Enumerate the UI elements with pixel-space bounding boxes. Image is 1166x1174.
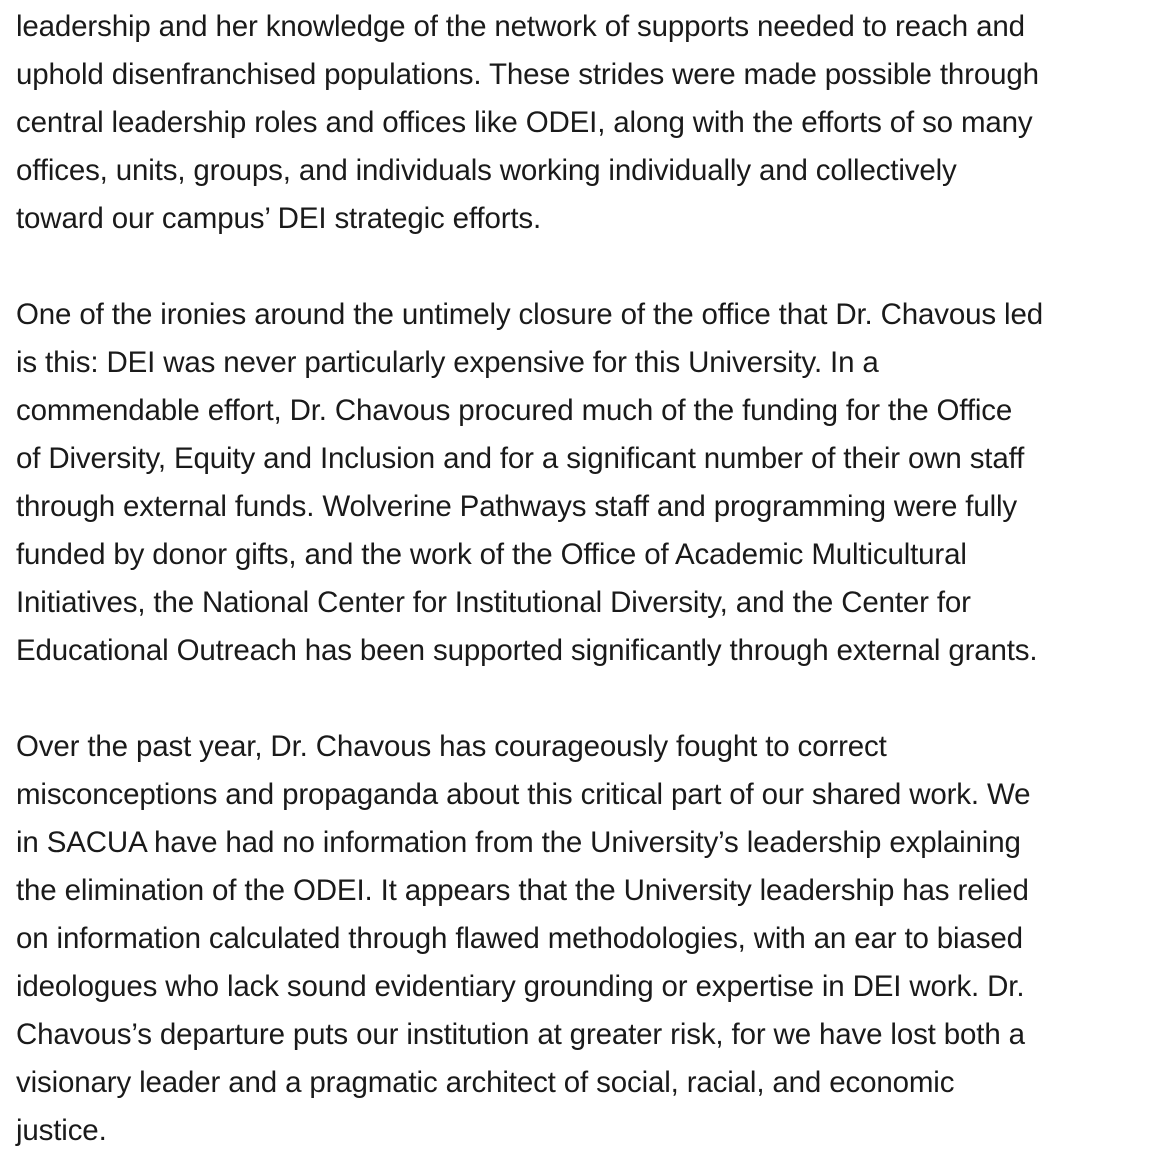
text-line: on information calculated through flawed methodologies, with an ear to biased <box>16 922 1023 955</box>
text-line: misconceptions and propaganda about this critical part of our shared work. We <box>16 778 1031 811</box>
text-line: Over the past year, Dr. Chavous has courageously fought to correct <box>16 730 887 763</box>
text-line: toward our campus’ DEI strategic efforts. <box>16 202 542 235</box>
text-line: the elimination of the ODEI. It appears that the University leadership has relied <box>16 874 1029 907</box>
paragraph-spacer <box>16 243 1162 291</box>
paragraph-2 <box>16 291 1162 675</box>
text-line: Educational Outreach has been supported significantly through external grants. <box>16 634 1038 667</box>
text-line: central leadership roles and offices like ODEI, along with the efforts of so many <box>16 106 1033 139</box>
text-line: One of the ironies around the untimely closure of the office that Dr. Chavous led <box>16 298 1043 331</box>
text-line: ideologues who lack sound evidentiary grounding or expertise in DEI work. Dr. <box>16 970 1025 1003</box>
text-line: justice. <box>16 1114 107 1147</box>
text-line: commendable effort, Dr. Chavous procured much of the funding for the Office <box>16 394 1013 427</box>
text-line: funded by donor gifts, and the work of the Office of Academic Multicultural <box>16 538 967 571</box>
text-line: Initiatives, the National Center for Institutional Diversity, and the Center for <box>16 586 971 619</box>
text-line: visionary leader and a pragmatic architect of social, racial, and economic <box>16 1066 955 1099</box>
text-line: Chavous’s departure puts our institution at greater risk, for we have lost both a <box>16 1018 1025 1051</box>
text-line: uphold disenfranchised populations. These strides were made possible through <box>16 58 1039 91</box>
text-line: of Diversity, Equity and Inclusion and for a significant number of their own staff <box>16 442 1025 475</box>
paragraph-1 <box>16 3 1162 243</box>
paragraph-3 <box>16 723 1162 1155</box>
text-line: through external funds. Wolverine Pathways staff and programming were fully <box>16 490 1018 523</box>
text-line: is this: DEI was never particularly expensive for this University. In a <box>16 346 879 379</box>
text-line: in SACUA have had no information from the University’s leadership explaining <box>16 826 1021 859</box>
paragraph-spacer <box>16 675 1162 723</box>
text-line: leadership and her knowledge of the network of supports needed to reach and <box>16 10 1025 43</box>
document-body <box>16 3 1162 1155</box>
text-line: offices, units, groups, and individuals working individually and collectively <box>16 154 957 187</box>
